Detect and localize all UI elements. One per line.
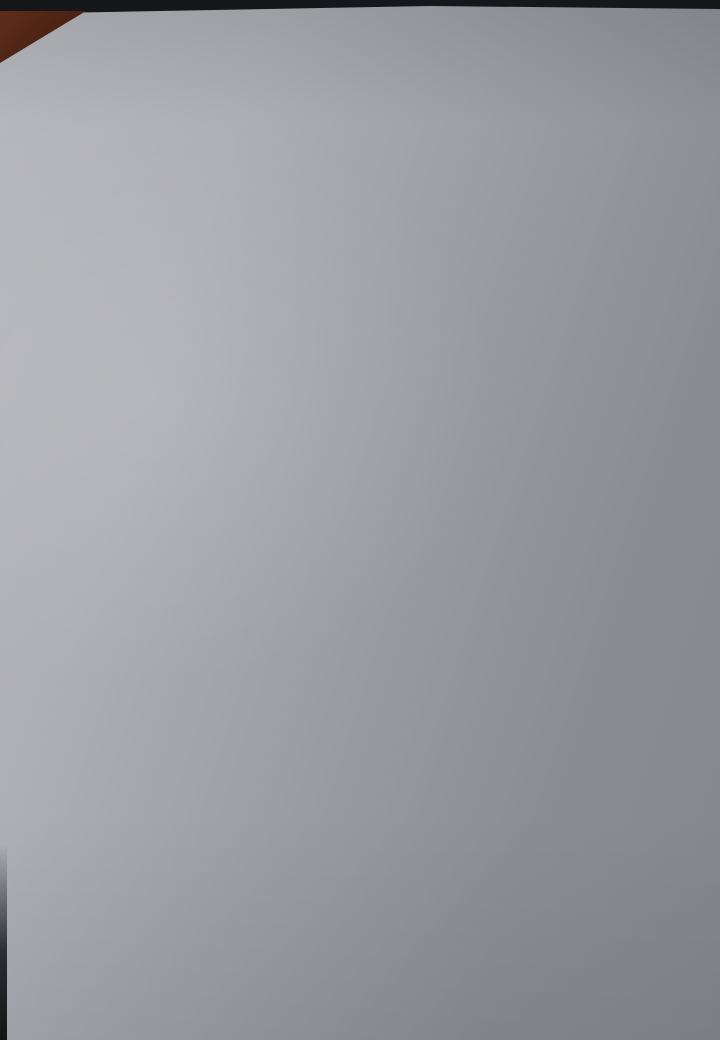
paper-bottom-shade bbox=[0, 1003, 720, 1040]
